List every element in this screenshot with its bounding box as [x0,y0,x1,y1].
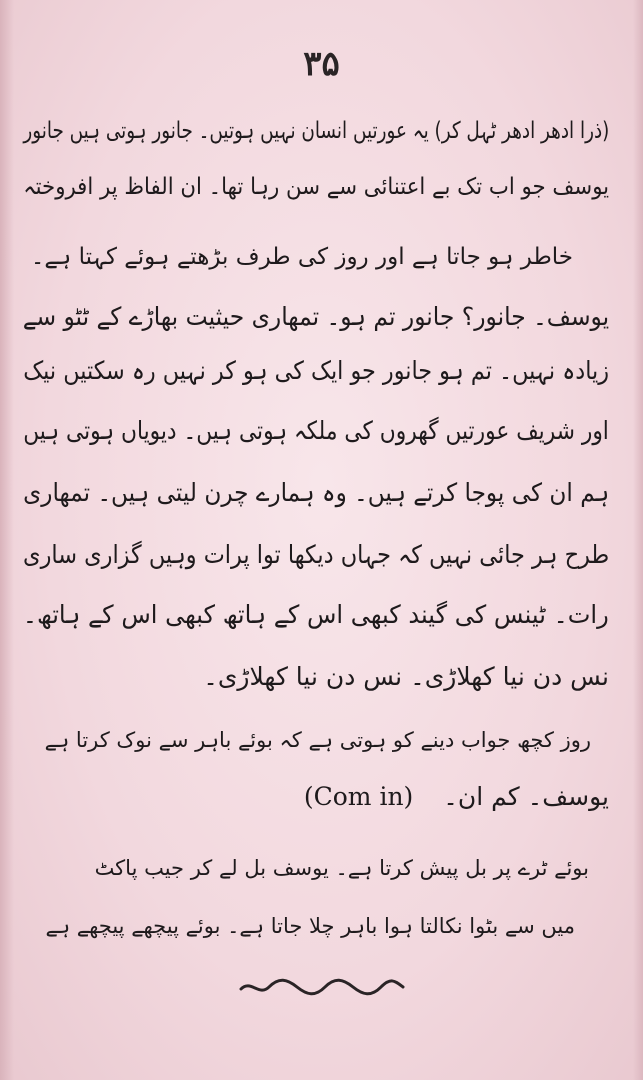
text-line-8: طرح ہر جائی نہیں کہ جہاں دیکھا توا پرات وہیں گزاری ساری [22,540,609,569]
text-line-3: خاطر ہو جاتا ہے اور روز کی طرف بڑھتے ہوئے کہتا ہے۔ [30,244,573,270]
text-line-5: زیادہ نہیں۔ تم ہو جانور جو ایک کی ہو کر نہیں رہ سکتیں نیک [23,356,609,385]
page-shadow-right [633,0,643,1080]
speaker-line: یوسف۔ کم ان۔ [443,782,609,811]
text-line-12 [304,782,609,812]
text-line-4: یوسف۔ جانور؟ جانور تم ہو۔ تمھاری حیثیت بھاڑے کے ٹٹو سے [22,302,609,331]
text-line-11: روز کچھ جواب دینے کو ہوتی ہے کہ بوئے باہر سے نوک کرتا ہے [44,728,591,752]
text-line-10: نس دن نیا کھلاڑی۔ نس دن نیا کھلاڑی۔ [203,662,609,691]
text-line-13: بوئے ٹرے پر بل پیش کرتا ہے۔ یوسف بل لے کر جیب پاکٹ [94,856,589,880]
text-line-14: میں سے بٹوا نکالتا ہوا باہر چلا جاتا ہے۔ بوئے پیچھے پیچھے ہے [45,914,575,938]
page-number: ۳۵ [303,44,340,84]
page-shadow-left [0,0,14,1080]
body-text [19,0,609,1080]
ornament-squiggle [237,975,407,999]
text-line-9: رات۔ ٹینس کی گیند کبھی اس کے ہاتھ کبھی اس کے ہاتھ۔ [23,600,609,629]
english-note: (Com in) [303,782,414,811]
text-line-1: (ذرا ادھر ادھر ٹہل کر) یہ عورتیں انسان نہیں ہوتیں۔ جانور ہوتی ہیں جانور [23,118,609,144]
text-line-7: ہم ان کی پوجا کرتے ہیں۔ وہ ہمارے چرن لیتی ہیں۔ تمھاری [22,478,609,507]
text-line-6: اور شریف عورتیں گھروں کی ملکہ ہوتی ہیں۔ دیویاں ہوتی ہیں [23,416,609,445]
text-line-2: یوسف جو اب تک بے اعتنائی سے سن رہا تھا۔ ان الفاظ پر افروختہ [23,174,609,200]
closing-ornament [0,975,643,1003]
